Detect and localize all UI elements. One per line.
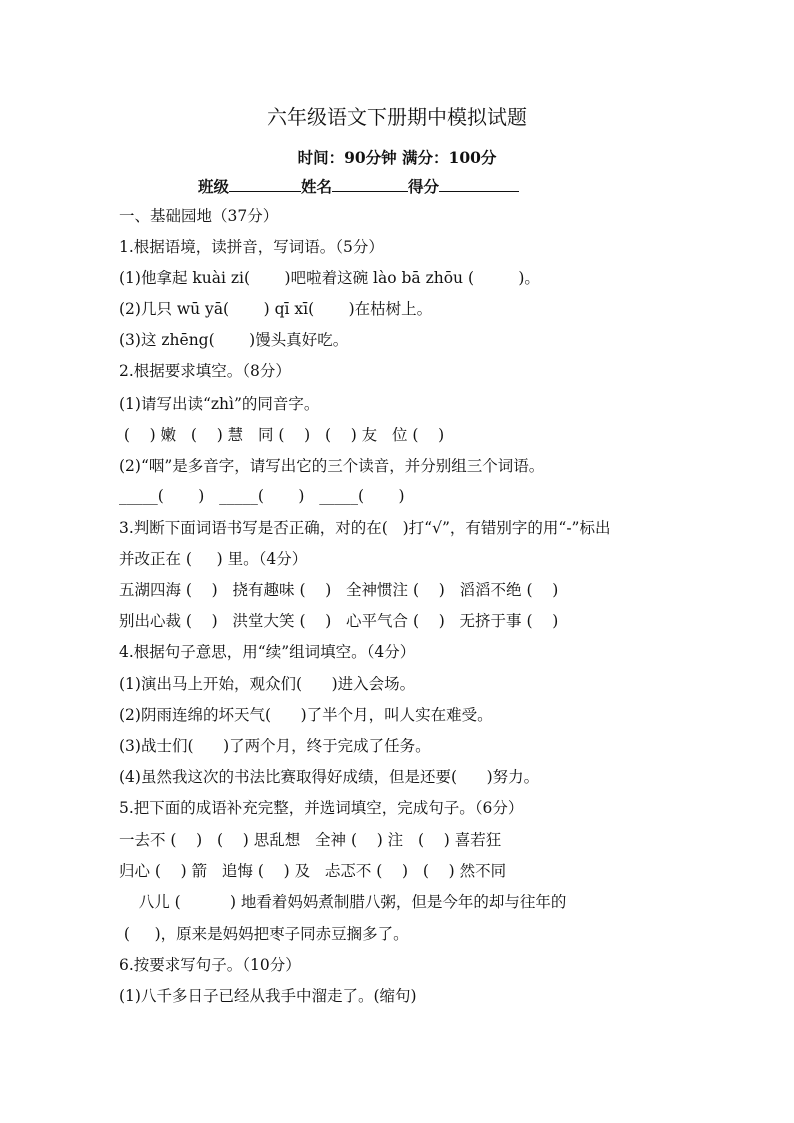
question-5-passage-cont: ( )，原来是妈妈把枣子同赤豆搁多了。 <box>119 925 409 943</box>
question-3-heading-cont: 并改正在 ( ) 里。（4分） <box>119 550 308 568</box>
question-5-row-2: 归心 ( ) 箭 追悔 ( ) 及 忐忑不 ( ) ( ) 然不同 <box>119 862 507 880</box>
question-2-heading: 2.根据要求填空。（8分） <box>119 362 291 380</box>
student-info-row <box>198 175 519 197</box>
question-6-item-1: (1)八千多日子已经从我手中溜走了。(缩句) <box>119 987 417 1005</box>
question-6-heading: 6.按要求写句子。（10分） <box>119 956 301 974</box>
question-4-item-3: (3)战士们( )了两个月，终于完成了任务。 <box>119 737 431 755</box>
page-title: 六年级语文下册期中模拟试题 <box>267 105 527 129</box>
class-label: 班级 <box>198 177 230 196</box>
name-blank[interactable] <box>332 175 408 192</box>
question-4-item-2: (2)阴雨连绵的坏天气( )了半个月，叫人实在难受。 <box>119 706 493 724</box>
exam-time-and-score: 时间：90分钟 满分：100分 <box>297 148 497 167</box>
question-1-heading: 1.根据语境，读拼音，写词语。（5分） <box>119 238 384 256</box>
question-4-heading: 4.根据句子意思，用“续”组词填空。（4分） <box>119 643 416 661</box>
question-3-row-2: 别出心裁 ( ) 洪堂大笑 ( ) 心平气合 ( ) 无挤于事 ( ) <box>119 612 559 630</box>
question-4-item-1: (1)演出马上开始，观众们( )进入会场。 <box>119 675 416 693</box>
score-label: 得分 <box>408 177 440 196</box>
question-2-item-2: (2)“咽”是多音字，请写出它的三个读音，并分别组三个词语。 <box>119 457 545 475</box>
question-1-item-3: (3)这 zhēng( )馒头真好吃。 <box>119 331 349 349</box>
question-1-item-1: (1)他拿起 kuài zi( )吧啦着这碗 lào bā zhōu ( )。 <box>119 269 540 287</box>
section-heading: 一、基础园地（37分） <box>119 207 279 225</box>
question-5-row-1: 一去不 ( ) ( ) 思乱想 全神 ( ) 注 ( ) 喜若狂 <box>119 831 502 849</box>
class-blank[interactable] <box>229 175 301 192</box>
question-3-heading: 3.判断下面词语书写是否正确，对的在( )打“√”，有错别字的用“-”标出 <box>119 519 611 537</box>
question-4-item-4: (4)虽然我这次的书法比赛取得好成绩，但是还要( )努力。 <box>119 768 540 786</box>
question-1-item-2: (2)几只 wū yā( ) qī xī( )在枯树上。 <box>119 300 433 318</box>
score-blank[interactable] <box>439 175 519 192</box>
question-2-blanks: ( ) 嫩 ( ) 慧 同 ( ) ( ) 友 位 ( ) <box>119 426 445 444</box>
question-5-heading: 5.把下面的成语补充完整，并选词填空，完成句子。（6分） <box>119 799 524 817</box>
question-2-item-1: (1)请写出读“zhì”的同音字。 <box>119 395 320 413</box>
name-label: 姓名 <box>301 177 333 196</box>
question-5-passage: 八儿 ( ) 地看着妈妈煮制腊八粥，但是今年的却与往年的 <box>119 893 567 911</box>
question-3-row-1: 五湖四海 ( ) 挠有趣味 ( ) 全神惯注 ( ) 滔滔不绝 ( ) <box>119 581 559 599</box>
question-2-pronunciation-blanks: _____( ) _____( ) _____( ) <box>119 487 405 505</box>
